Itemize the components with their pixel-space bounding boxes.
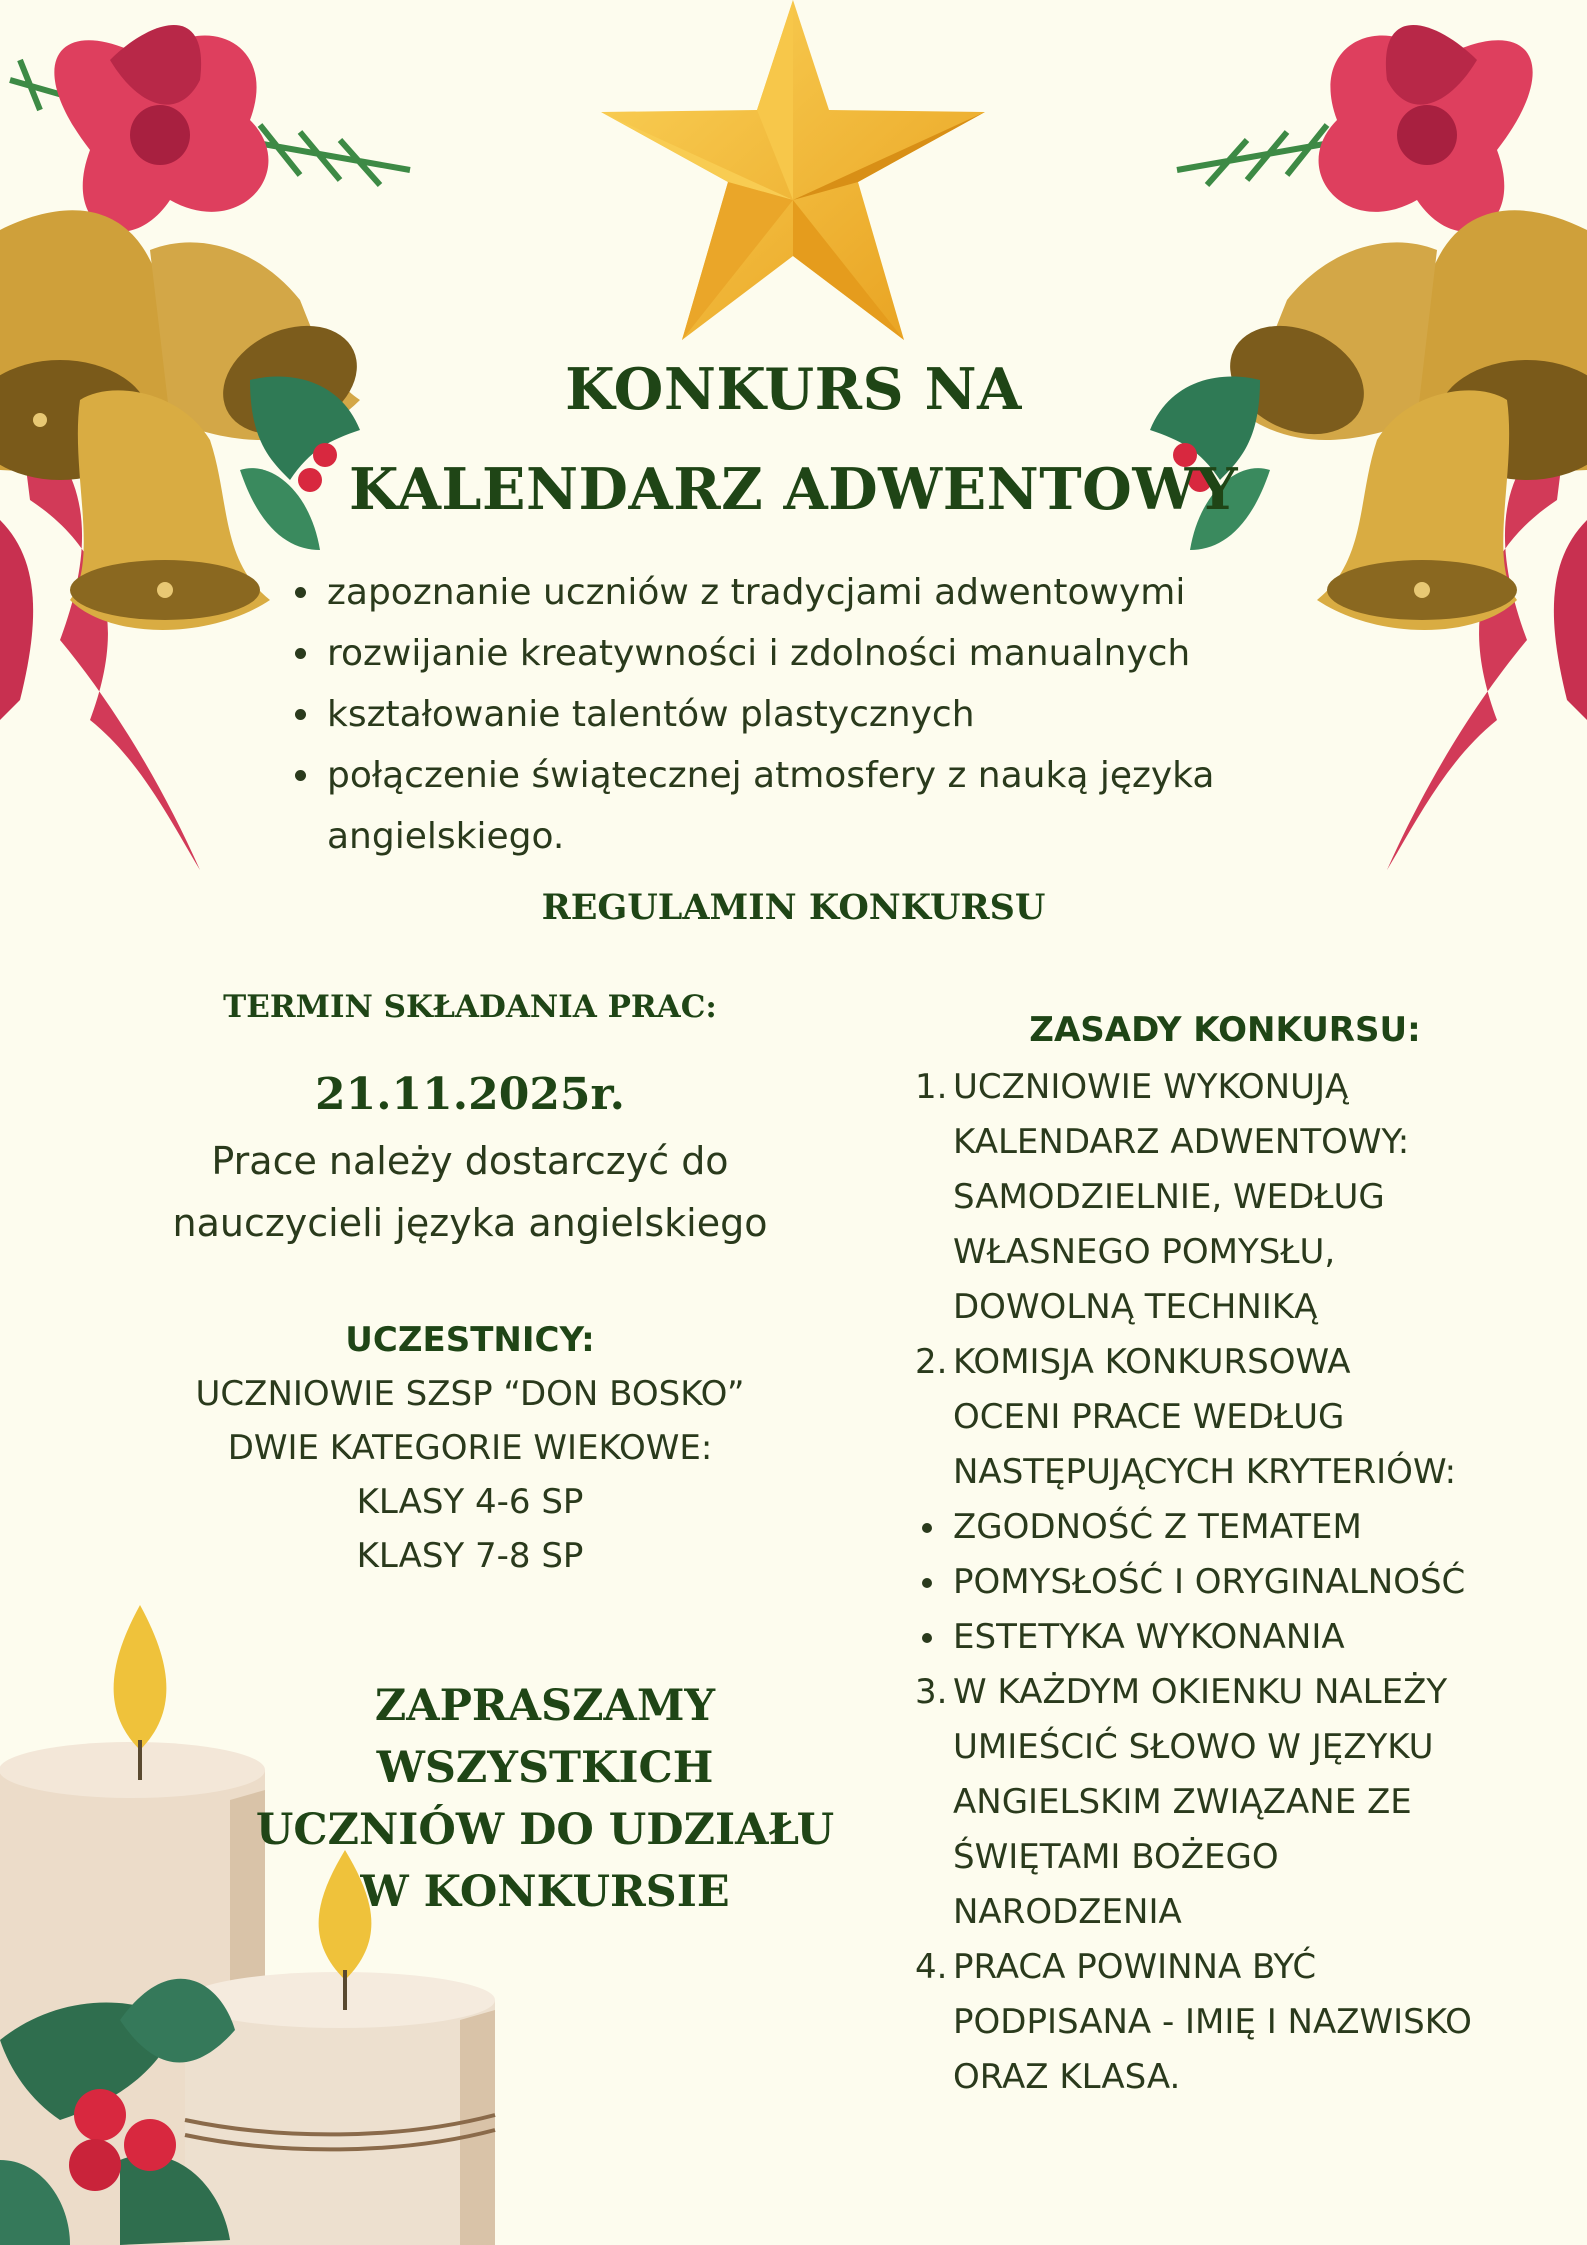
rule-line: KOMISJA KONKURSOWA xyxy=(953,1342,1351,1382)
delivery-line: Prace należy dostarczyć do xyxy=(211,1139,729,1183)
rule-line: PRACA POWINNA BYĆ xyxy=(953,1947,1317,1987)
rule-number: 3. xyxy=(915,1672,948,1712)
rule-number: 1. xyxy=(915,1067,948,1107)
rule-line: UMIEŚCIĆ SŁOWO W JĘZYKU xyxy=(953,1727,1434,1767)
rule-line: PODPISANA - IMIĘ I NAZWISKO xyxy=(953,2002,1472,2042)
invitation xyxy=(200,1675,890,1923)
criteria-item: ZGODNOŚĆ Z TEMATEM xyxy=(915,1500,1575,1555)
list-item: połączenie świątecznej atmosfery z nauką języka angielskiego. xyxy=(290,745,1340,867)
rule-item xyxy=(915,1940,1575,2105)
rule-line: KALENDARZ ADWENTOWY: xyxy=(953,1122,1410,1162)
invitation-line: W KONKURSIE xyxy=(360,1867,730,1917)
rules-list xyxy=(915,1060,1575,2105)
rule-number: 2. xyxy=(915,1342,948,1382)
rule-number: 4. xyxy=(915,1947,948,1987)
invitation-line: UCZNIÓW DO UDZIAŁU xyxy=(255,1805,835,1855)
rule-line: ŚWIĘTAMI BOŻEGO xyxy=(953,1837,1279,1877)
rule-line: DOWOLNĄ TECHNIKĄ xyxy=(953,1287,1318,1327)
delivery-line: nauczycieli języka angielskiego xyxy=(172,1201,768,1245)
rule-line: NASTĘPUJĄCYCH KRYTERIÓW: xyxy=(953,1452,1457,1492)
participants-line: UCZNIOWIE SZSP “DON BOSKO” xyxy=(195,1374,745,1414)
rule-line: UCZNIOWIE WYKONUJĄ xyxy=(953,1067,1349,1107)
delivery-info xyxy=(60,1130,880,1254)
goals-list xyxy=(290,562,1340,867)
rule-line: ORAZ KLASA. xyxy=(953,2057,1181,2097)
deadline-date: 21.11.2025r. xyxy=(314,1069,626,1120)
criteria-item: ESTETYKA WYKONANIA xyxy=(915,1610,1575,1665)
participants-line: DWIE KATEGORIE WIEKOWE: xyxy=(227,1428,713,1468)
list-item: kształowanie talentów plastycznych xyxy=(290,684,1340,745)
rule-line: ANGIELSKIM ZWIĄZANE ZE xyxy=(953,1782,1412,1822)
rule-line: W KAŻDYM OKIENKU NALEŻY xyxy=(953,1672,1448,1712)
invitation-line: ZAPRASZAMY WSZYSTKICH xyxy=(374,1681,716,1793)
list-item: zapoznanie uczniów z tradycjami adwentowymi xyxy=(290,562,1340,623)
criteria-item: POMYSŁOŚĆ I ORYGINALNOŚĆ xyxy=(915,1555,1575,1610)
rules-heading: ZASADY KONKURSU: xyxy=(1029,1010,1421,1050)
participants-info xyxy=(60,1367,880,1583)
participants-line: KLASY 4-6 SP xyxy=(356,1482,584,1522)
rule-line: OCENI PRACE WEDŁUG xyxy=(953,1397,1345,1437)
page-title-line1: KONKURS NA xyxy=(565,356,1022,423)
rule-line: WŁASNEGO POMYSŁU, xyxy=(953,1232,1336,1272)
star-icon xyxy=(593,0,993,345)
rule-line: SAMODZIELNIE, WEDŁUG xyxy=(953,1177,1385,1217)
participants-line: KLASY 7-8 SP xyxy=(356,1536,584,1576)
page-title-line2: KALENDARZ ADWENTOWY xyxy=(348,456,1239,523)
participants-label: UCZESTNICY: xyxy=(345,1320,595,1360)
regulamin-heading: REGULAMIN KONKURSU xyxy=(541,887,1046,928)
rule-item xyxy=(915,1665,1575,1940)
deadline-label: TERMIN SKŁADANIA PRAC: xyxy=(223,989,717,1025)
list-item: rozwijanie kreatywności i zdolności manualnych xyxy=(290,623,1340,684)
rule-line: NARODZENIA xyxy=(953,1892,1182,1932)
rule-item xyxy=(915,1060,1575,1335)
rule-item xyxy=(915,1335,1575,1500)
